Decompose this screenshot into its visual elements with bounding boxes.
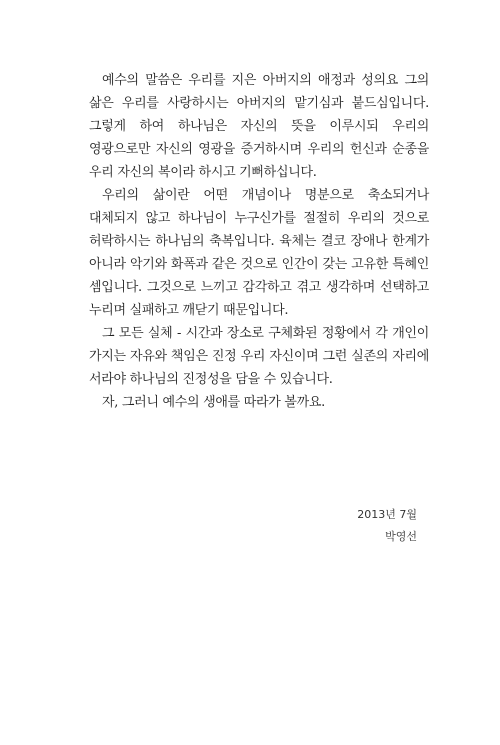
paragraph-1: 예수의 말씀은 우리를 지은 아버지의 애정과 성의요 그의 삶은 우리를 사랑하시는 아버지의 맡기심과 붙드심입니다. 그렇게 하여 하나님은 자신의 뜻을 이루시되 우리의 영광으로만 자신의 영광을 증거하시며 우리의 헌신과 순종을 우리 자신의 복이라 하시고 기뻐하십니다. [89, 73, 429, 180]
preface-body [89, 69, 429, 414]
paragraph-2: 우리의 삶이란 어떤 개념이나 명분으로 축소되거나 대체되지 않고 하나님이 누구신가를 절절히 우리의 것으로 허락하시는 하나님의 축복입니다. 육체는 결코 장애나 한계가 아니라 악기와 화폭과 같은 것으로 인간이 갖는 고유한 특혜인 셈입니다. 그것으로 느끼고 감각하고 겪고 생각하며 선택하고 누리며 실패하고 깨닫기 때문입니다. [89, 188, 429, 318]
paragraph-4: 자, 그러니 예수의 생애를 따라가 볼까요. [102, 395, 325, 410]
signature-author: 박영선 [385, 530, 417, 543]
signature-date: 2013년 7월 [357, 508, 417, 521]
signature-block [357, 504, 417, 548]
paragraph-3: 그 모든 실체 - 시간과 장소로 구체화된 정황에서 각 개인이 가지는 자유와 책임은 진정 우리 자신이며 그런 실존의 자리에 서라야 하나님의 진정성을 담을 수 있습니다. [89, 326, 429, 387]
